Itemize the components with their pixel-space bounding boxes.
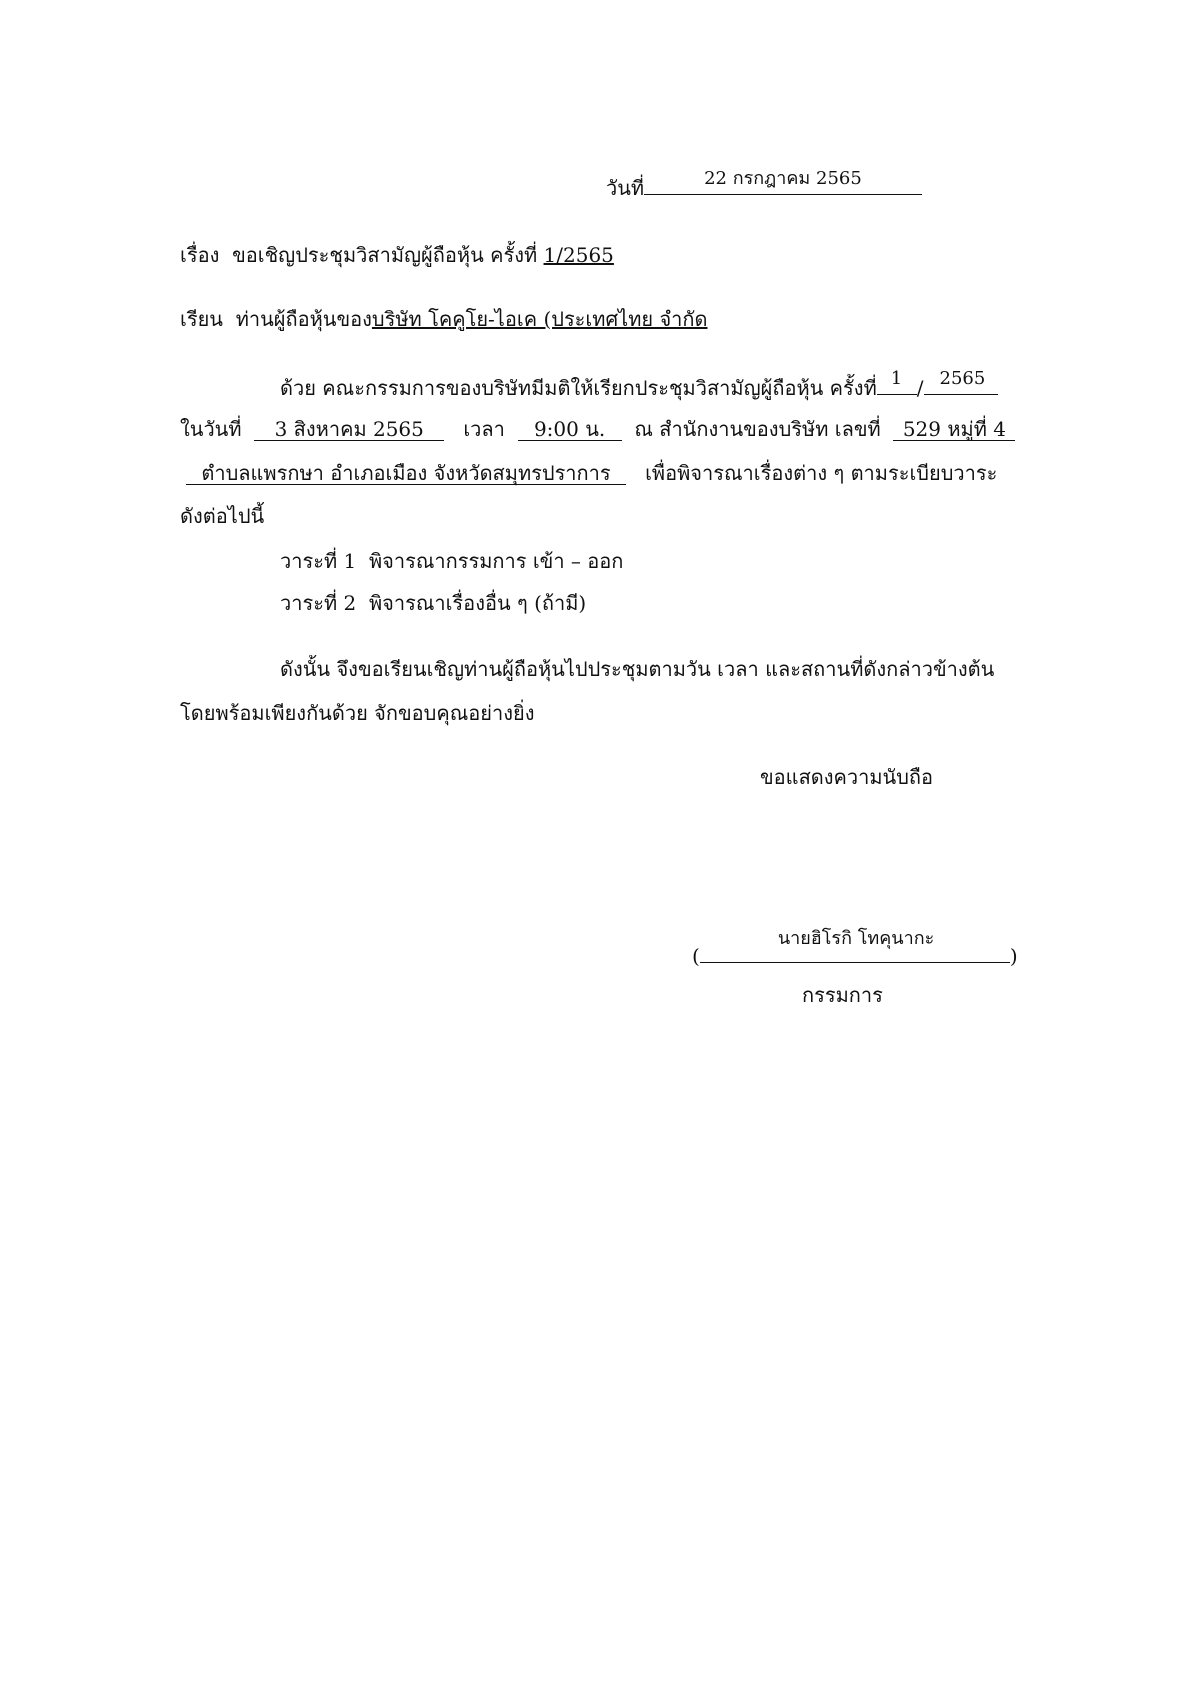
- time-label: เวลา: [463, 417, 505, 441]
- signature-name: นายฮิโรกิ โทคุนากะ: [777, 928, 935, 949]
- to-text: ท่านผู้ถือหุ้นของ: [235, 307, 372, 331]
- agenda-1-label: วาระที่ 1: [280, 549, 357, 573]
- subject-line: [180, 242, 614, 268]
- body1-intro: ด้วย คณะกรรมการของบริษัทมีมติให้เรียกประชุมวิสามัญผู้ถือหุ้น ครั้งที่: [280, 376, 877, 400]
- as-follows: ดังต่อไปนี้: [180, 504, 265, 528]
- date-label: วันที่: [606, 176, 645, 200]
- signature-title: กรรมการ: [802, 983, 883, 1007]
- meeting-slash: /: [916, 376, 924, 400]
- date-value: 22 กรกฎาคม 2565: [704, 168, 862, 189]
- date-field: [644, 168, 922, 195]
- agenda-item-2: [280, 590, 586, 616]
- body1-line3: [186, 460, 997, 486]
- body2-text-1: ดังนั้น จึงขอเรียนเชิญท่านผู้ถือหุ้นไปประชุมตามวัน เวลา และสถานที่ดังกล่าวข้างต้น: [280, 657, 995, 681]
- address-no: 529 หมู่ที่ 4: [893, 418, 1015, 441]
- body2-text-2: โดยพร้อมเพียงกันด้วย จักขอบคุณอย่างยิ่ง: [180, 701, 535, 725]
- agenda-item-1: [280, 548, 623, 574]
- body1-line1: [280, 368, 998, 401]
- body2-line2: [180, 700, 535, 726]
- signature-line: [692, 928, 1018, 969]
- signature-open-paren: (: [692, 944, 700, 968]
- meeting-date: 3 สิงหาคม 2565: [254, 418, 444, 441]
- meeting-no-field: [877, 368, 917, 395]
- to-label: เรียน: [180, 307, 223, 331]
- meeting-year-field: [924, 368, 998, 395]
- address-area: ตำบลแพรกษา อำเภอเมือง จังหวัดสมุทรปราการ: [186, 462, 626, 485]
- body2-line1: [280, 656, 994, 682]
- purpose-text: เพื่อพิจารณาเรื่องต่าง ๆ ตามระเบียบวาระ: [645, 461, 998, 485]
- signature-close-paren: ): [1009, 944, 1018, 968]
- body1-line2: [180, 416, 1015, 442]
- meeting-year: 2565: [939, 368, 986, 389]
- subject-number: 1/2565: [543, 243, 614, 267]
- body1-line4: [180, 503, 264, 529]
- subject-text: ขอเชิญประชุมวิสามัญผู้ถือหุ้น ครั้งที่: [232, 243, 538, 267]
- on-date-label: ในวันที่: [180, 417, 242, 441]
- to-company: บริษัท โคคูโย-ไอเค (ประเทศไทย จำกัด: [371, 307, 708, 331]
- meeting-time: 9:00 น.: [518, 418, 622, 441]
- agenda-2-text: พิจารณาเรื่องอื่น ๆ (ถ้ามี): [368, 591, 587, 615]
- place-label: ณ สำนักงานของบริษัท เลขที่: [634, 417, 881, 441]
- agenda-1-text: พิจารณากรรมการ เข้า – ออก: [368, 549, 624, 573]
- meeting-no: 1: [890, 368, 903, 389]
- subject-label: เรื่อง: [180, 243, 220, 267]
- signature-field: [700, 928, 1010, 963]
- to-line: [180, 306, 708, 332]
- closing-text: ขอแสดงความนับถือ: [760, 765, 934, 789]
- date-line: [606, 168, 922, 201]
- agenda-2-label: วาระที่ 2: [280, 591, 357, 615]
